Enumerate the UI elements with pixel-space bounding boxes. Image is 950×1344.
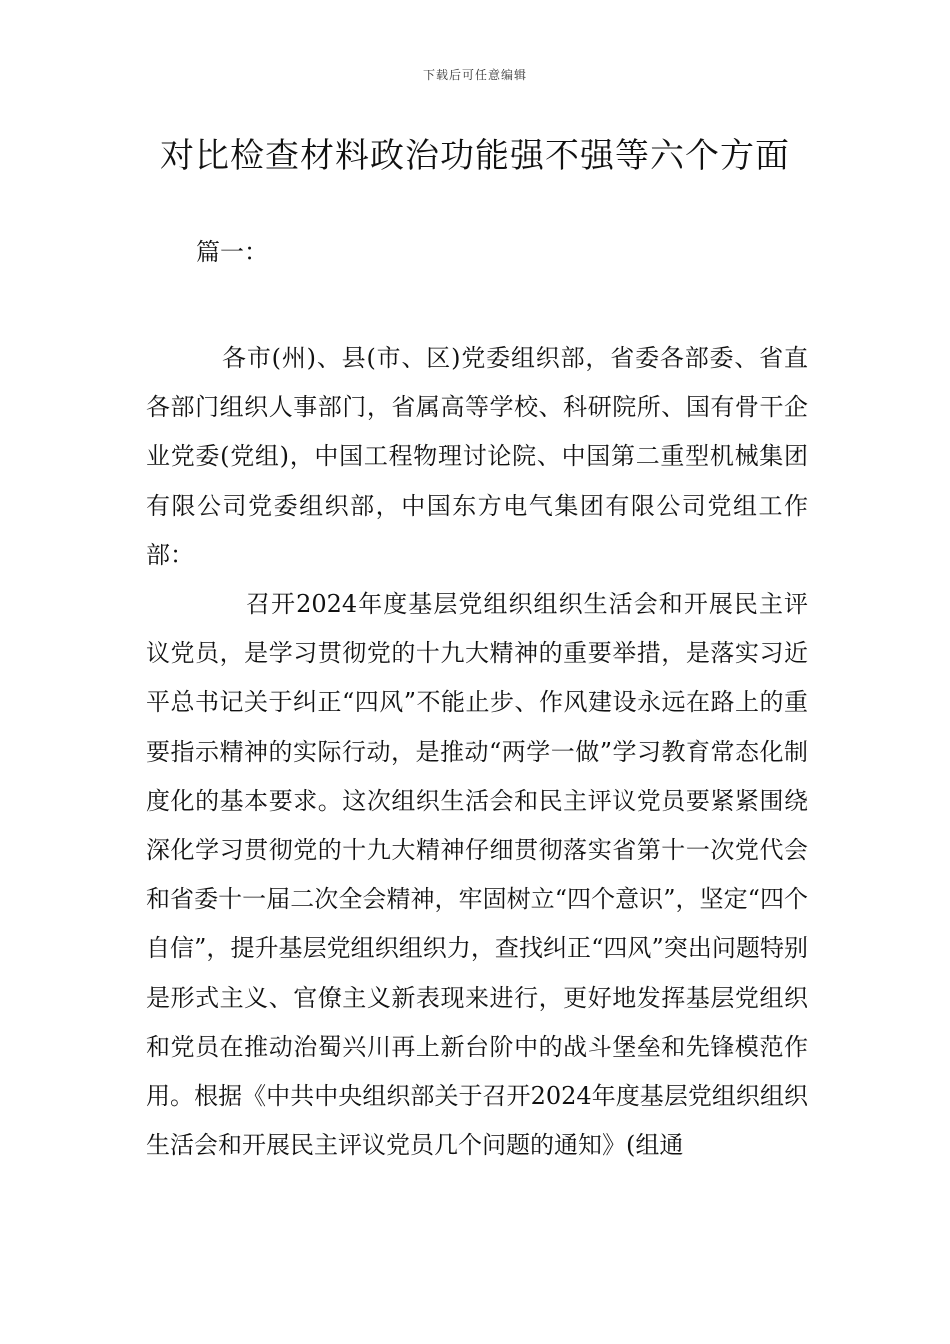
paragraph-main: 召开2024年度基层党组织组织生活会和开展民主评议党员，是学习贯彻党的十九大精神的重要举措，是落实习近平总书记关于纠正“四风”不能止步、作风建设永远在路上的重要指示精神的实际行动，是推动“两学一做”学习教育常态化制度化的基本要求。这次组织生活会和民主评议党员要紧紧围绕深化学习贯彻党的十九大精神仔细贯彻落实省第十一次党代会和省委十一届二次全会精神，牢固树立“四个意识”，坚定“四个自信”，提升基层党组织组织力，查找纠正“四风”突出问题特别是形式主义、官僚主义新表现来进行，更好地发挥基层党组织和党员在推动治蜀兴川再上新台阶中的战斗堡垒和先锋模范作用。根据《中共中央组织部关于召开2024年度基层党组织组织生活会和开展民主评议党员几个问题的通知》(组通 bbox=[146, 590, 808, 1160]
header-note: 下载后可任意编辑 bbox=[422, 68, 527, 82]
document-title: 对比检查材料政治功能强不强等六个方面 bbox=[160, 136, 790, 176]
paragraph-addressees: 各市(州)、县(市、区)党委组织部，省委各部委、省直各部门组织人事部门，省属高等学校、科研院所、国有骨干企业党委(党组)，中国工程物理讨论院、中国第二重型机械集团有限公司党委组织部，中国东方电气集团有限公司党组工作部： bbox=[146, 344, 808, 569]
section-label: 篇一： bbox=[196, 238, 268, 266]
document-body bbox=[146, 334, 808, 1170]
